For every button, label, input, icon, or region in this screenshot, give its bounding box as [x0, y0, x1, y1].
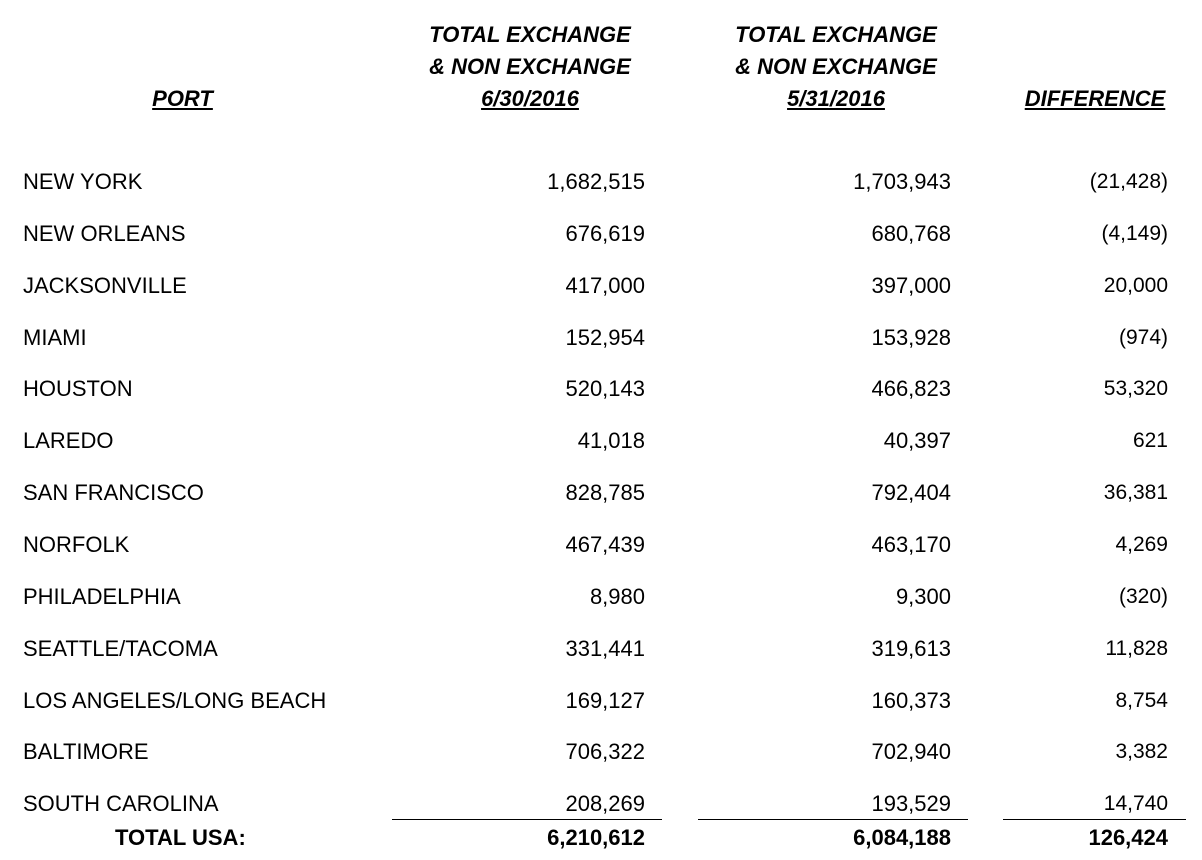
header-col2-date: 5/31/2016 — [787, 86, 885, 111]
value-5-31-2016: 702,940 — [871, 739, 951, 764]
value-6-30-2016: 152,954 — [565, 325, 645, 350]
value-5-31-2016: 9,300 — [895, 584, 951, 609]
value-difference: 53,320 — [1103, 377, 1168, 400]
value-5-31-2016: 193,529 — [871, 791, 951, 816]
value-6-30-2016: 331,441 — [565, 636, 645, 661]
value-5-31-2016: 466,823 — [871, 376, 951, 401]
header-col1-line2: & NON EXCHANGE — [429, 54, 631, 79]
header-difference-label: DIFFERENCE — [1024, 86, 1166, 111]
header-col2-line1: TOTAL EXCHANGE — [735, 22, 937, 47]
total-6-30-2016: 6,210,612 — [547, 825, 645, 850]
value-6-30-2016: 1,682,515 — [547, 169, 645, 194]
value-difference: 3,382 — [1115, 740, 1168, 763]
header-col1-line1: TOTAL EXCHANGE — [429, 22, 631, 47]
value-5-31-2016: 680,768 — [871, 221, 951, 246]
value-5-31-2016: 40,397 — [883, 428, 951, 453]
port-name: SAN FRANCISCO — [23, 480, 204, 505]
table-row — [0, 734, 1202, 770]
table-row — [0, 423, 1202, 459]
value-difference: (4,149) — [1101, 222, 1168, 245]
total-5-31-2016: 6,084,188 — [853, 825, 951, 850]
header-port — [110, 83, 255, 115]
table-row — [0, 631, 1202, 667]
value-5-31-2016: 463,170 — [871, 532, 951, 557]
value-difference: 621 — [1132, 429, 1168, 452]
table-row — [0, 786, 1202, 822]
port-name: MIAMI — [23, 325, 87, 350]
port-name: JACKSONVILLE — [23, 273, 187, 298]
value-difference: 4,269 — [1115, 533, 1168, 556]
value-difference: (974) — [1118, 326, 1168, 349]
table-row — [0, 527, 1202, 563]
value-difference: 20,000 — [1103, 274, 1168, 297]
port-name: NORFOLK — [23, 532, 130, 557]
port-name: LOS ANGELES/LONG BEACH — [23, 688, 327, 713]
table-row — [0, 371, 1202, 407]
header-difference — [1010, 83, 1180, 115]
value-5-31-2016: 397,000 — [871, 273, 951, 298]
value-difference: 14,740 — [1103, 792, 1168, 815]
value-difference: 8,754 — [1115, 689, 1168, 712]
port-name: NEW YORK — [23, 169, 143, 194]
value-6-30-2016: 208,269 — [565, 791, 645, 816]
port-name: SOUTH CAROLINA — [23, 791, 219, 816]
value-difference: (320) — [1118, 585, 1168, 608]
header-col2-line2: & NON EXCHANGE — [735, 54, 937, 79]
value-5-31-2016: 319,613 — [871, 636, 951, 661]
table-row — [0, 579, 1202, 615]
value-6-30-2016: 417,000 — [565, 273, 645, 298]
value-6-30-2016: 676,619 — [565, 221, 645, 246]
header-col1-date: 6/30/2016 — [481, 86, 579, 111]
value-difference: 36,381 — [1103, 481, 1168, 504]
value-6-30-2016: 169,127 — [565, 688, 645, 713]
value-6-30-2016: 706,322 — [565, 739, 645, 764]
table-row — [0, 475, 1202, 511]
table-row — [0, 683, 1202, 719]
header-port-label: PORT — [152, 86, 213, 111]
value-difference: (21,428) — [1089, 170, 1168, 193]
port-name: BALTIMORE — [23, 739, 149, 764]
total-row — [0, 820, 1202, 856]
value-5-31-2016: 1,703,943 — [853, 169, 951, 194]
header-col-6-30-2016 — [400, 19, 660, 115]
port-name: SEATTLE/TACOMA — [23, 636, 218, 661]
value-5-31-2016: 160,373 — [871, 688, 951, 713]
value-6-30-2016: 8,980 — [589, 584, 645, 609]
table-row — [0, 268, 1202, 304]
value-5-31-2016: 153,928 — [871, 325, 951, 350]
value-5-31-2016: 792,404 — [871, 480, 951, 505]
port-name: HOUSTON — [23, 376, 133, 401]
port-name: NEW ORLEANS — [23, 221, 186, 246]
table-row — [0, 320, 1202, 356]
total-label: TOTAL USA: — [115, 825, 246, 850]
value-difference: 11,828 — [1105, 637, 1168, 660]
value-6-30-2016: 520,143 — [565, 376, 645, 401]
value-6-30-2016: 467,439 — [565, 532, 645, 557]
port-name: PHILADELPHIA — [23, 584, 181, 609]
port-name: LAREDO — [23, 428, 114, 453]
header-col-5-31-2016 — [706, 19, 966, 115]
table-row — [0, 164, 1202, 200]
value-6-30-2016: 828,785 — [565, 480, 645, 505]
total-difference: 126,424 — [1088, 825, 1168, 850]
value-6-30-2016: 41,018 — [577, 428, 645, 453]
table-row — [0, 216, 1202, 252]
